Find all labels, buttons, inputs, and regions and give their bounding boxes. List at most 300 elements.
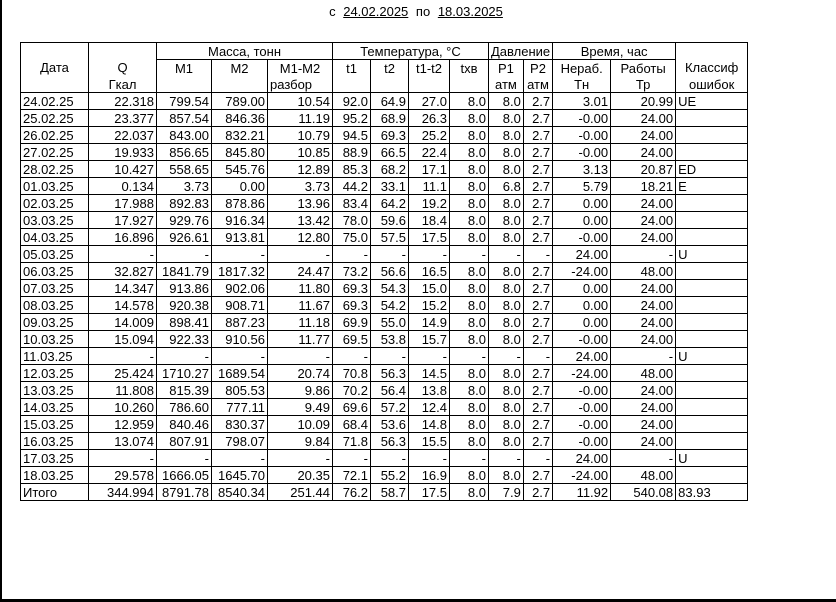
cell-txv: 8.0 [450,416,489,433]
cell-p2: 2.7 [523,161,552,178]
cell-class [676,416,748,433]
cell-tn: 3.01 [553,93,611,110]
cell-t1t2: 14.8 [409,416,450,433]
cell-t1t2: 22.4 [409,144,450,161]
cell-t2: 57.2 [371,399,409,416]
cell-class: E [676,178,748,195]
cell-p2: 2.7 [523,314,552,331]
cell-t2: 64.9 [371,93,409,110]
cell-m1m2: 12.89 [268,161,333,178]
cell-txv: 8.0 [450,365,489,382]
cell-q: 12.959 [89,416,157,433]
cell-tr: 24.00 [611,314,676,331]
cell-m1: 558.65 [157,161,212,178]
cell-t2: 56.4 [371,382,409,399]
cell-p1: 8.0 [489,365,524,382]
cell-txv: - [450,450,489,467]
header-p1: P1 [489,60,524,77]
cell-tn: -0.00 [553,433,611,450]
cell-tn: -0.00 [553,399,611,416]
cell-p2: 2.7 [523,93,552,110]
cell-tr: - [611,246,676,263]
header-p2: P2 [523,60,552,77]
cell-p2: - [523,450,552,467]
cell-p1: 8.0 [489,416,524,433]
cell-class [676,144,748,161]
cell-t1: 88.9 [333,144,371,161]
cell-t2: 53.6 [371,416,409,433]
cell-tn: 0.00 [553,314,611,331]
cell-p1: 8.0 [489,144,524,161]
cell-t2: 33.1 [371,178,409,195]
cell-t2: 68.2 [371,161,409,178]
cell-p1: 8.0 [489,195,524,212]
cell-q: 0.134 [89,178,157,195]
cell-p2: 2.7 [523,416,552,433]
table-row [21,365,748,382]
cell-t2: - [371,348,409,365]
cell-p2: 2.7 [523,195,552,212]
cell-m2: 0.00 [212,178,268,195]
cell-txv: 8.0 [450,229,489,246]
cell-m2: 908.71 [212,297,268,314]
cell-m1: 892.83 [157,195,212,212]
total-cell-t1: 76.2 [333,484,371,501]
cell-m1: 857.54 [157,110,212,127]
cell-t1: 70.2 [333,382,371,399]
header-q-spacer [89,43,157,60]
cell-t1t2: 15.5 [409,433,450,450]
cell-p2: 2.7 [523,280,552,297]
cell-p1: - [489,348,524,365]
cell-m2: 845.80 [212,144,268,161]
cell-t2: 66.5 [371,144,409,161]
cell-m1m2: 9.86 [268,382,333,399]
cell-t1: 69.5 [333,331,371,348]
cell-m1: 898.41 [157,314,212,331]
cell-tr: 20.87 [611,161,676,178]
cell-t1: 69.6 [333,399,371,416]
table-row [21,399,748,416]
cell-m1m2: 20.74 [268,365,333,382]
cell-txv: 8.0 [450,93,489,110]
cell-t2: 59.6 [371,212,409,229]
cell-m2: 846.36 [212,110,268,127]
cell-q: 17.927 [89,212,157,229]
cell-m1: 920.38 [157,297,212,314]
cell-tr: 24.00 [611,297,676,314]
cell-q: 14.578 [89,297,157,314]
cell-q: 32.827 [89,263,157,280]
cell-txv: 8.0 [450,212,489,229]
table-row [21,127,748,144]
header-t1t2-unit [409,76,450,93]
cell-class [676,195,748,212]
table-row [21,433,748,450]
cell-q: 22.037 [89,127,157,144]
cell-t1: 68.4 [333,416,371,433]
cell-q: 11.808 [89,382,157,399]
cell-p1: 6.8 [489,178,524,195]
header-p1-unit: атм [489,76,524,93]
table-footer [21,484,748,501]
table-row [21,280,748,297]
cell-class [676,365,748,382]
cell-class: UE [676,93,748,110]
period-to-prefix: по [415,4,431,19]
cell-t1: 71.8 [333,433,371,450]
table-row [21,161,748,178]
cell-m1: 926.61 [157,229,212,246]
cell-date: 27.02.25 [21,144,89,161]
table-row [21,416,748,433]
report-period [0,4,836,19]
cell-tr: 24.00 [611,195,676,212]
cell-t1t2: 17.5 [409,229,450,246]
cell-tr: 24.00 [611,433,676,450]
cell-q: 25.424 [89,365,157,382]
cell-class [676,229,748,246]
cell-m1: - [157,246,212,263]
cell-q: 13.074 [89,433,157,450]
cell-date: 12.03.25 [21,365,89,382]
cell-m2: 832.21 [212,127,268,144]
total-cell-p1: 7.9 [489,484,524,501]
cell-q: 23.377 [89,110,157,127]
header-t1: t1 [333,60,371,77]
cell-t1t2: 15.7 [409,331,450,348]
cell-p2: 2.7 [523,467,552,484]
cell-p2: 2.7 [523,365,552,382]
cell-m2: 798.07 [212,433,268,450]
table-body [21,93,748,484]
header-t1-unit [333,76,371,93]
cell-t1: 83.4 [333,195,371,212]
cell-p1: 8.0 [489,314,524,331]
cell-t1t2: 11.1 [409,178,450,195]
cell-txv: 8.0 [450,399,489,416]
table-row [21,297,748,314]
cell-t1: 92.0 [333,93,371,110]
header-m1: M1 [157,60,212,77]
cell-m1m2: - [268,246,333,263]
cell-m2: 1645.70 [212,467,268,484]
header-class-sub: ошибок [676,76,748,93]
total-cell-tr: 540.08 [611,484,676,501]
cell-t2: 55.0 [371,314,409,331]
header-m2-unit [212,76,268,93]
cell-p1: 8.0 [489,93,524,110]
cell-class [676,263,748,280]
table-row [21,212,748,229]
cell-class [676,280,748,297]
cell-tn: 24.00 [553,246,611,263]
cell-class [676,110,748,127]
cell-m2: 910.56 [212,331,268,348]
cell-t1t2: 17.1 [409,161,450,178]
header-m2: M2 [212,60,268,77]
cell-p2: - [523,246,552,263]
header-p2-unit: атм [523,76,552,93]
cell-class [676,399,748,416]
cell-t1: - [333,246,371,263]
cell-p2: 2.7 [523,263,552,280]
cell-m1m2: 10.09 [268,416,333,433]
period-to-date: 18.03.2025 [437,4,503,19]
cell-m1m2: 13.42 [268,212,333,229]
header-q: Q [89,60,157,77]
cell-txv: 8.0 [450,297,489,314]
cell-date: 11.03.25 [21,348,89,365]
header-date-unit [21,76,89,93]
cell-txv: 8.0 [450,263,489,280]
cell-m1m2: 12.80 [268,229,333,246]
cell-p2: 2.7 [523,382,552,399]
cell-t1t2: 15.0 [409,280,450,297]
cell-class [676,297,748,314]
cell-m2: - [212,450,268,467]
cell-class: U [676,348,748,365]
cell-q: 19.933 [89,144,157,161]
cell-t1t2: 27.0 [409,93,450,110]
total-row [21,484,748,501]
cell-m2: - [212,348,268,365]
cell-txv: - [450,246,489,263]
header-date-spacer [21,43,89,60]
table-row [21,110,748,127]
cell-class: U [676,450,748,467]
total-cell-m1: 8791.78 [157,484,212,501]
cell-t1t2: - [409,348,450,365]
cell-tn: 0.00 [553,280,611,297]
cell-m1: 1666.05 [157,467,212,484]
cell-m1: 922.33 [157,331,212,348]
cell-t1t2: - [409,246,450,263]
cell-m1m2: 3.73 [268,178,333,195]
header-m1-unit [157,76,212,93]
header-t2-unit [371,76,409,93]
cell-tn: -24.00 [553,467,611,484]
cell-date: 18.03.25 [21,467,89,484]
cell-p2: 2.7 [523,110,552,127]
cell-tn: -0.00 [553,331,611,348]
table-row [21,314,748,331]
total-cell-tn: 11.92 [553,484,611,501]
table-row [21,178,748,195]
cell-p1: 8.0 [489,161,524,178]
cell-t1t2: - [409,450,450,467]
cell-m1m2: 11.80 [268,280,333,297]
cell-p1: 8.0 [489,212,524,229]
cell-tr: 24.00 [611,144,676,161]
cell-p2: 2.7 [523,178,552,195]
cell-m2: 830.37 [212,416,268,433]
cell-txv: 8.0 [450,382,489,399]
cell-date: 03.03.25 [21,212,89,229]
cell-date: 09.03.25 [21,314,89,331]
page-left-border [0,0,2,602]
cell-txv: 8.0 [450,331,489,348]
cell-p1: 8.0 [489,263,524,280]
cell-p1: - [489,246,524,263]
header-q-unit: Гкал [89,76,157,93]
cell-date: 13.03.25 [21,382,89,399]
cell-t1t2: 25.2 [409,127,450,144]
cell-m1m2: 20.35 [268,467,333,484]
cell-q: - [89,246,157,263]
cell-tr: 24.00 [611,212,676,229]
cell-tn: 0.00 [553,195,611,212]
cell-tr: 20.99 [611,93,676,110]
cell-tn: 0.00 [553,212,611,229]
cell-p2: - [523,348,552,365]
header-group-temperature: Температура, °С [333,43,489,60]
header-t1t2: t1-t2 [409,60,450,77]
cell-class [676,127,748,144]
cell-t1t2: 12.4 [409,399,450,416]
table-row [21,450,748,467]
cell-t1: 94.5 [333,127,371,144]
cell-p1: 8.0 [489,467,524,484]
cell-t2: 55.2 [371,467,409,484]
cell-p1: 8.0 [489,127,524,144]
table-row [21,348,748,365]
cell-m2: 902.06 [212,280,268,297]
cell-t2: 56.3 [371,365,409,382]
header-row-names [21,60,748,77]
cell-tr: 24.00 [611,229,676,246]
header-t2: t2 [371,60,409,77]
cell-date: 14.03.25 [21,399,89,416]
table-row [21,144,748,161]
cell-date: 06.03.25 [21,263,89,280]
cell-tr: 24.00 [611,399,676,416]
table-row [21,246,748,263]
cell-m1: 929.76 [157,212,212,229]
cell-p2: 2.7 [523,212,552,229]
table-row [21,229,748,246]
cell-q: - [89,348,157,365]
cell-m1: 840.46 [157,416,212,433]
cell-txv: 8.0 [450,314,489,331]
cell-tn: -0.00 [553,382,611,399]
cell-tn: 3.13 [553,161,611,178]
cell-m1: 913.86 [157,280,212,297]
cell-date: 01.03.25 [21,178,89,195]
cell-date: 24.02.25 [21,93,89,110]
cell-p2: 2.7 [523,127,552,144]
period-from-date: 24.02.2025 [343,4,409,19]
cell-t1: - [333,348,371,365]
cell-date: 05.03.25 [21,246,89,263]
cell-m2: 1817.32 [212,263,268,280]
cell-tr: 18.21 [611,178,676,195]
cell-class [676,331,748,348]
cell-p1: - [489,450,524,467]
cell-m1m2: 11.77 [268,331,333,348]
table-row [21,382,748,399]
cell-txv: 8.0 [450,195,489,212]
cell-class [676,382,748,399]
header-row-groups [21,43,748,60]
cell-t1: 75.0 [333,229,371,246]
header-date: Дата [21,60,89,77]
cell-q: 14.347 [89,280,157,297]
cell-tn: -24.00 [553,365,611,382]
cell-m2: 887.23 [212,314,268,331]
cell-t1t2: 26.3 [409,110,450,127]
cell-p1: 8.0 [489,297,524,314]
cell-p2: 2.7 [523,229,552,246]
header-class: Классиф [676,60,748,77]
header-group-mass: Масса, тонн [157,43,333,60]
cell-m1m2: - [268,348,333,365]
cell-m2: 913.81 [212,229,268,246]
cell-tn: -0.00 [553,416,611,433]
cell-m1: 856.65 [157,144,212,161]
cell-t1: 69.3 [333,297,371,314]
cell-t1t2: 15.2 [409,297,450,314]
cell-t1: 78.0 [333,212,371,229]
header-txv-unit [450,76,489,93]
cell-class: ED [676,161,748,178]
cell-m1: 3.73 [157,178,212,195]
cell-tr: 48.00 [611,365,676,382]
header-class-spacer [676,43,748,60]
cell-txv: - [450,348,489,365]
cell-m2: 777.11 [212,399,268,416]
cell-p1: 8.0 [489,399,524,416]
cell-m1: - [157,348,212,365]
cell-class [676,467,748,484]
header-row-units [21,76,748,93]
cell-t1: 44.2 [333,178,371,195]
cell-t1: 69.3 [333,280,371,297]
cell-tn: 5.79 [553,178,611,195]
cell-tn: -0.00 [553,127,611,144]
table-row [21,195,748,212]
cell-tr: 24.00 [611,280,676,297]
cell-t2: 54.3 [371,280,409,297]
cell-tr: 24.00 [611,127,676,144]
cell-m1: 843.00 [157,127,212,144]
cell-class [676,433,748,450]
cell-t1: 72.1 [333,467,371,484]
cell-class [676,212,748,229]
cell-tn: -0.00 [553,110,611,127]
cell-m1m2: 9.49 [268,399,333,416]
cell-m2: 805.53 [212,382,268,399]
cell-date: 17.03.25 [21,450,89,467]
period-from-prefix: с [329,4,336,19]
cell-date: 10.03.25 [21,331,89,348]
cell-m1m2: 24.47 [268,263,333,280]
cell-tr: - [611,348,676,365]
cell-m1: 1710.27 [157,365,212,382]
cell-date: 02.03.25 [21,195,89,212]
total-cell-date: Итого [21,484,89,501]
cell-t2: 68.9 [371,110,409,127]
cell-t1t2: 18.4 [409,212,450,229]
cell-m1m2: 10.79 [268,127,333,144]
cell-date: 26.02.25 [21,127,89,144]
cell-t2: 56.3 [371,433,409,450]
cell-q: 16.896 [89,229,157,246]
cell-m1m2: 11.18 [268,314,333,331]
cell-t2: 54.2 [371,297,409,314]
cell-t2: 53.8 [371,331,409,348]
total-cell-t1t2: 17.5 [409,484,450,501]
